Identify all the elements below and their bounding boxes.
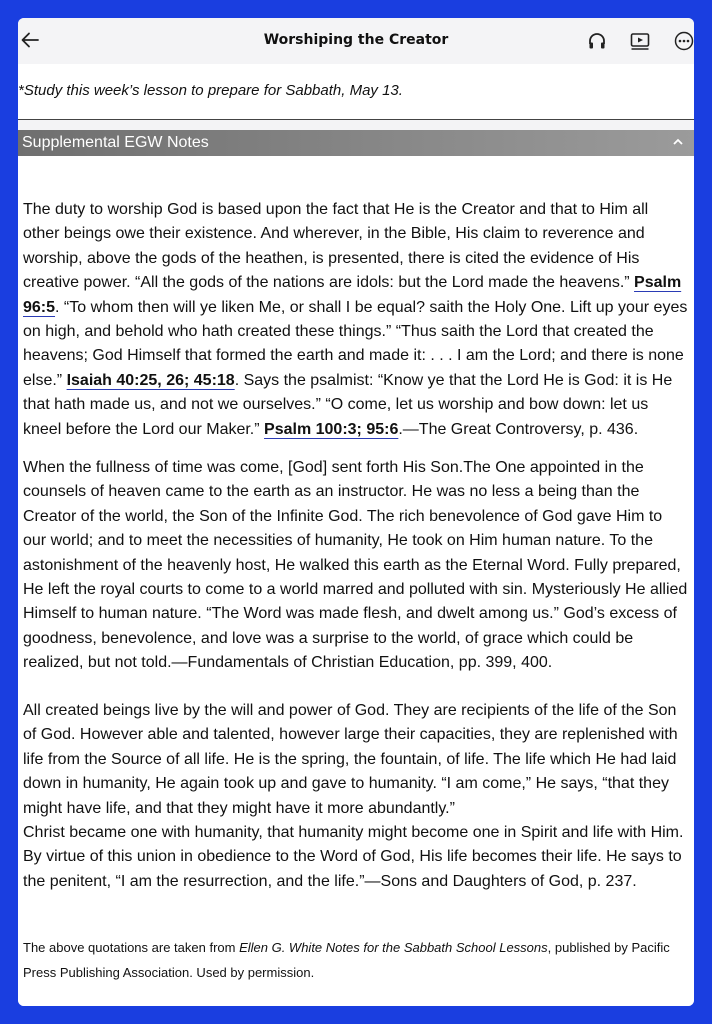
paragraph-text: The duty to worship God is based upon the fact that He is the Creator and that to Him all other beings owe their existence. And wherever, in the Bible, His claim to reverence and worship, above the gods of the heathen, is presented, there is cited the evidence of His creative power. “All the gods of the nations are idols: but the Lord made the heavens.” (23, 201, 649, 292)
paragraph-3: All created beings live by the will and power of God. They are recipients of the life of the Son of God. However able and talented, however large their capacities, they are replenished with life from the Source of all life. He is the spring, the fountain, of life. The life which He had laid down in humanity, He again took up and gave to humanity. “I am come,” He says, “that they might have life, and that they might have it more abundantly.” (23, 702, 678, 817)
more-options-icon (674, 31, 694, 51)
paragraph-1 (23, 198, 689, 442)
footer-text: , published by Pacific Press Publishing Association. Used by permission. (23, 940, 670, 980)
scripture-link-psalm-96-5[interactable]: Psalm 96:5 (23, 274, 682, 316)
chevron-up-icon[interactable] (672, 136, 684, 148)
headphones-icon (587, 31, 607, 51)
video-button[interactable] (629, 30, 651, 52)
section-title: Supplemental EGW Notes (22, 134, 209, 151)
page-title: Worshiping the Creator (263, 32, 449, 48)
paragraph-2: When the fullness of time was come, [God] sent forth His Son.The One appointed in the counsels of heaven came to the earth as an instructor. He was no less a being than the Creator of the world, the Son of the Infinite God. The rich benevolence of God gave Him to our world; and to meet the necessities of humanity, He took on Him human nature. To the astonishment of the heavenly host, He walked this earth as the Eternal Word. Fully prepared, He left the royal courts to come to a world marred and polluted with sin. Mysteriously He allied Himself to human nature. “The Word was made flesh, and dwelt among us.” God’s excess of goodness, benevolence, and love was a surprise to the world, of grace which could be realized, but not told.—Fundamentals of Christian Education, pp. 399, 400. (23, 459, 688, 672)
paragraph-text: .—The Great Controversy, p. 436. (398, 420, 639, 438)
audio-button[interactable] (586, 30, 608, 52)
divider (18, 119, 694, 120)
attribution-footer (23, 935, 689, 985)
footer-text: The above quotations are taken from (23, 940, 240, 955)
paragraph-4: Christ became one with humanity, that humanity might become one in Spirit and life with Him. By virtue of this union in obedience to the Word of God, His life becomes their life. He says to the penitent, “I am the resurrection, and the life.”—Sons and Daughters of God, p. 237. (23, 824, 684, 890)
top-bar (18, 18, 694, 64)
paragraph-text: . “To whom then will ye liken Me, or shall I be equal? saith the Holy One. Lift up your eyes on high, and behold who hath created these things.” “Thus saith the Lord that created the heavens; God Himself that formed the earth and made it: . . . I am the Lord; and there is none else.” (23, 298, 688, 389)
more-options-button[interactable] (673, 30, 694, 52)
paragraph-text: . Says the psalmist: “Know ye that the Lord He is God: it is He that hath made us, and not we ourselves.” “O come, let us worship and bow down: let us kneel before the Lord our Maker.” (23, 371, 673, 438)
study-note-area (18, 64, 694, 119)
footer-book-title: Ellen G. White Notes for the Sabbath School Lessons (239, 940, 548, 955)
app-window (18, 18, 694, 1006)
scripture-link-isaiah-40-25[interactable]: Isaiah 40:25, 26; 45:18 (66, 371, 235, 389)
study-note: *Study this week’s lesson to prepare for Sabbath, May 13. (18, 82, 403, 99)
notes-content (18, 156, 694, 1006)
scripture-link-psalm-100-3[interactable]: Psalm 100:3; 95:6 (264, 420, 399, 438)
video-play-icon (630, 31, 650, 51)
section-header-egw-notes[interactable] (18, 130, 694, 156)
